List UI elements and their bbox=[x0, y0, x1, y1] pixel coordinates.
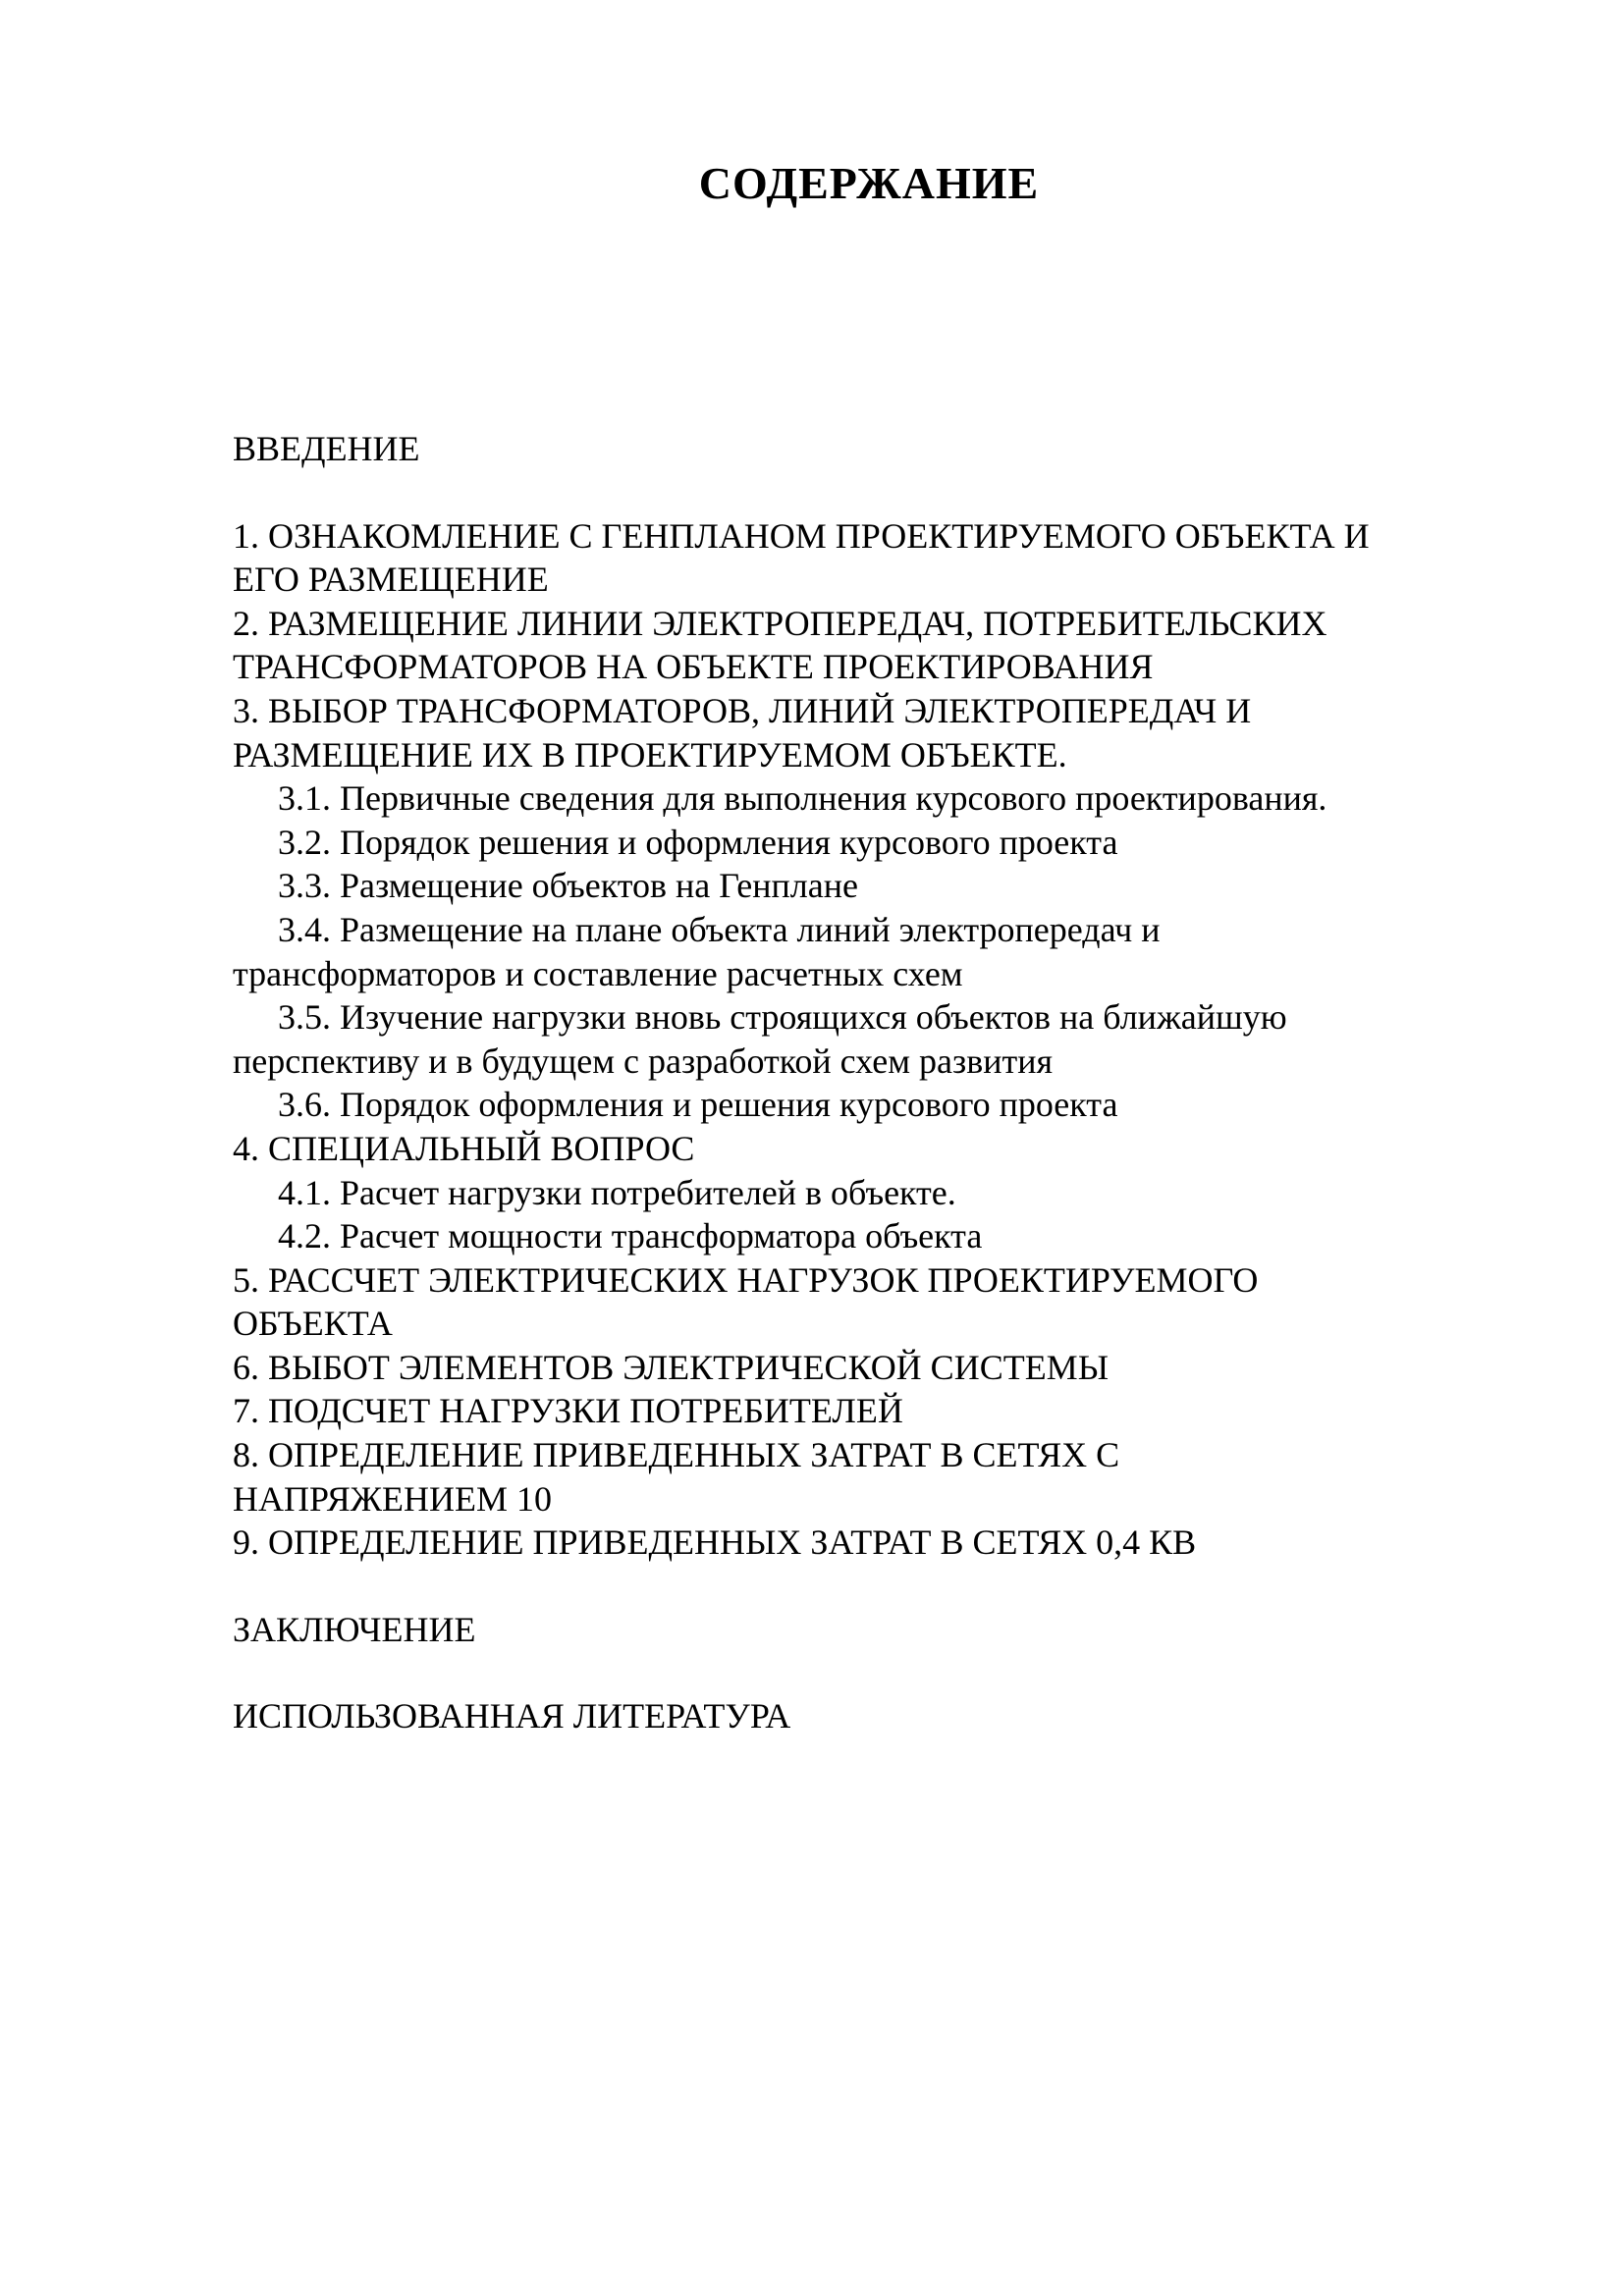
toc-entry-section-4: 4. СПЕЦИАЛЬНЫЙ ВОПРОС bbox=[233, 1128, 695, 1168]
toc-entry-section-8-cont: НАПРЯЖЕНИЕМ 10 bbox=[233, 1478, 553, 1519]
toc-entry-section-3-1: 3.1. Первичные сведения для выполнения курсового проектирования. bbox=[278, 778, 1327, 819]
toc-entry-section-3-4-cont: трансформаторов и составление расчетных схем bbox=[233, 953, 963, 993]
toc-entry-section-3-3: 3.3. Размещение объектов на Генплане bbox=[278, 866, 858, 906]
page-title: СОДЕРЖАНИЕ bbox=[698, 158, 1040, 208]
toc-entry-section-3-2: 3.2. Порядок решения и оформления курсового проекта bbox=[278, 822, 1118, 862]
toc-entry-section-5-cont: ОБЪЕКТА bbox=[233, 1304, 393, 1344]
toc-entry-section-3-6: 3.6. Порядок оформления и решения курсового проекта bbox=[278, 1085, 1118, 1125]
toc-entry-section-3-5-cont: перспективу и в будущем с разработкой схем развития bbox=[233, 1041, 1054, 1081]
toc-entry-section-3-cont: РАЗМЕЩЕНИЕ ИХ В ПРОЕКТИРУЕМОМ ОБЪЕКТЕ. bbox=[233, 734, 1067, 774]
toc-entry-section-4-1: 4.1. Расчет нагрузки потребителей в объекте. bbox=[278, 1172, 956, 1212]
toc-entry-section-6: 6. ВЫБОТ ЭЛЕМЕНТОВ ЭЛЕКТРИЧЕСКОЙ СИСТЕМЫ bbox=[233, 1347, 1110, 1387]
toc-entry-section-5: 5. РАССЧЕТ ЭЛЕКТРИЧЕСКИХ НАГРУЗОК ПРОЕКТИРУЕМОГО bbox=[233, 1259, 1259, 1300]
toc-entry-section-2-cont: ТРАНСФОРМАТОРОВ НА ОБЪЕКТЕ ПРОЕКТИРОВАНИЯ bbox=[233, 647, 1154, 687]
toc-entry-section-2: 2. РАЗМЕЩЕНИЕ ЛИНИИ ЭЛЕКТРОПЕРЕДАЧ, ПОТРЕБИТЕЛЬСКИХ bbox=[233, 603, 1327, 643]
toc-entry-intro: ВВЕДЕНИЕ bbox=[233, 429, 420, 468]
toc-entry-section-1: 1. ОЗНАКОМЛЕНИЕ С ГЕНПЛАНОМ ПРОЕКТИРУЕМОГО ОБЪЕКТА И bbox=[233, 515, 1370, 556]
toc-entry-section-8: 8. ОПРЕДЕЛЕНИЕ ПРИВЕДЕННЫХ ЗАТРАТ В СЕТЯХ С bbox=[233, 1435, 1120, 1475]
toc-entry-literature: ИСПОЛЬЗОВАННАЯ ЛИТЕРАТУРА bbox=[233, 1696, 791, 1736]
toc-entry-section-3: 3. ВЫБОР ТРАНСФОРМАТОРОВ, ЛИНИЙ ЭЛЕКТРОПЕРЕДАЧ И bbox=[233, 690, 1252, 730]
toc-entry-section-9: 9. ОПРЕДЕЛЕНИЕ ПРИВЕДЕННЫХ ЗАТРАТ В СЕТЯХ 0,4 КВ bbox=[233, 1522, 1197, 1563]
toc-entry-section-4-2: 4.2. Расчет мощности трансформатора объекта bbox=[278, 1216, 983, 1256]
toc-entry-section-1-cont: ЕГО РАЗМЕЩЕНИЕ bbox=[233, 560, 549, 600]
toc-entry-conclusion: ЗАКЛЮЧЕНИЕ bbox=[233, 1609, 476, 1649]
toc-entry-section-3-5: 3.5. Изучение нагрузки вновь строящихся объектов на ближайшую bbox=[278, 997, 1287, 1038]
toc-entry-section-3-4: 3.4. Размещение на плане объекта линий электропередач и bbox=[278, 909, 1161, 949]
toc-entry-section-7: 7. ПОДСЧЕТ НАГРУЗКИ ПОТРЕБИТЕЛЕЙ bbox=[233, 1391, 903, 1431]
table-of-contents bbox=[233, 427, 1509, 1738]
